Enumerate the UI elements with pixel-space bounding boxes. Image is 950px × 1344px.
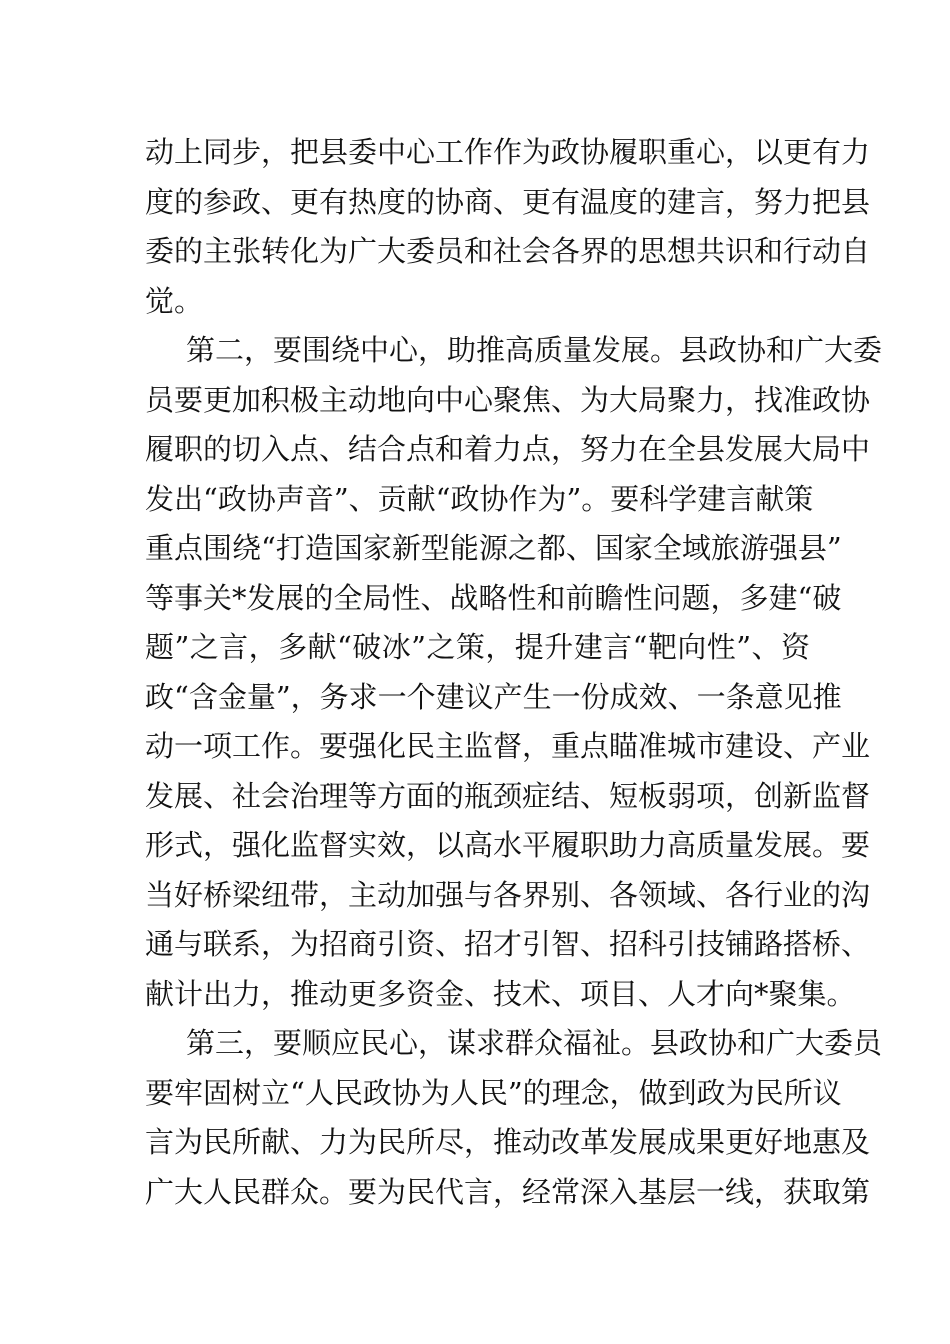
text-line: 形式，强化监督实效，以高水平履职助力高质量发展。要 [145, 828, 871, 862]
text-line: 重点围绕“打造国家新型能源之都、国家全域旅游强县” [145, 531, 842, 565]
text-line: 要牢固树立“人民政协为人民”的理念，做到政为民所议 [145, 1075, 842, 1110]
text-line: 觉。 [145, 283, 204, 318]
text-line: 通与联系，为招商引资、招才引智、招科引技铺路搭桥、 [145, 927, 871, 961]
text-line: 献计出力，推动更多资金、技术、项目、人才向*聚集。 [145, 976, 856, 1011]
body-text [145, 128, 883, 1217]
text-line: 发展、社会治理等方面的瓶颈症结、短板弱项，创新监督 [145, 778, 871, 813]
text-line: 委的主张转化为广大委员和社会各界的思想共识和行动自 [145, 234, 871, 268]
text-line: 广大人民群众。要为民代言，经常深入基层一线，获取第 [145, 1174, 871, 1209]
text-line: 言为民所献、力为民所尽，推动改革发展成果更好地惠及 [145, 1125, 871, 1159]
text-line: 员要更加积极主动地向中心聚焦、为大局聚力，找准政协 [145, 382, 871, 417]
text-line: 发出“政协声音”、贡献“政协作为”。要科学建言献策 [145, 481, 814, 516]
text-line: 等事关*发展的全局性、战略性和前瞻性问题，多建“破 [145, 580, 842, 615]
text-line: 动上同步，把县委中心工作作为政协履职重心，以更有力 [145, 135, 871, 169]
text-line: 履职的切入点、结合点和着力点，努力在全县发展大局中 [145, 432, 871, 466]
text-line: 第二，要围绕中心，助推高质量发展。县政协和广大委 [186, 333, 883, 367]
text-line: 题”之言，多献“破冰”之策，提升建言“靶向性”、资 [145, 630, 810, 664]
text-line: 政“含金量”，务求一个建议产生一份成效、一条意见推 [145, 679, 842, 714]
text-line: 动一项工作。要强化民主监督，重点瞄准城市建设、产业 [145, 729, 871, 763]
text-line: 度的参政、更有热度的协商、更有温度的建言，努力把县 [145, 184, 871, 219]
text-line: 当好桥梁纽带，主动加强与各界别、各领域、各行业的沟 [145, 877, 871, 912]
text-line: 第三，要顺应民心，谋求群众福祉。县政协和广大委员 [186, 1026, 883, 1060]
